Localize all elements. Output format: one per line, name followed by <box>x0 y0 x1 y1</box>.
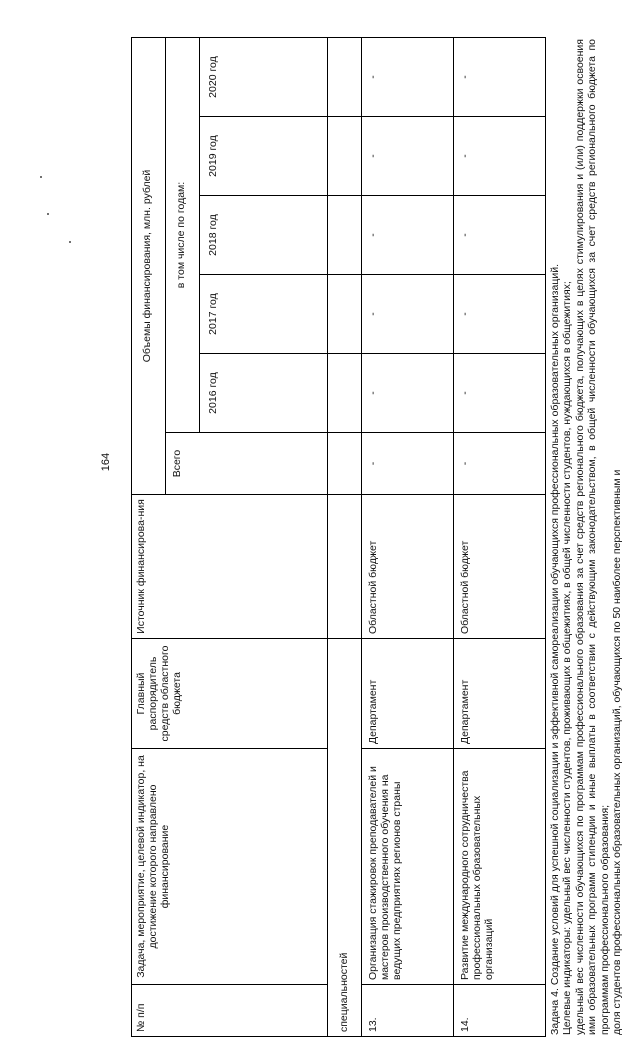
column-rule <box>165 432 545 433</box>
row-year-value: - <box>367 154 379 158</box>
header-year: 2020 год <box>207 56 219 98</box>
scan-speck <box>47 213 49 215</box>
row-year-value: - <box>367 233 379 237</box>
header-year: 2016 год <box>207 372 219 414</box>
row-activity-name: Организация стажировок преподавателей и мастеров производственного обучения на ведущих предприятиях регионов страны <box>367 766 403 980</box>
row-divider <box>361 37 362 1037</box>
table-border-bottom <box>545 37 546 1037</box>
row-year-value: - <box>367 75 379 79</box>
task4-indicator-3: доля студентов профессиональных образовательных организаций, обучающихся по 50 наиболее перспективным и <box>611 469 624 1035</box>
header-bottom-rule <box>327 37 328 1037</box>
header-volume: Объемы финансирования, млн. рублей <box>141 169 153 363</box>
task4-indicators: Целевые индикаторы: удельный вес численности студентов, проживающих в общежитиях, в общей численности студентов, нуждающихся в общежитиях; <box>561 281 574 1035</box>
header-distributor: Главный распорядитель средств областного бюджета <box>135 645 183 742</box>
row-distributor: Департамент <box>367 679 379 744</box>
header-year: 2017 год <box>207 293 219 335</box>
header-total: Всего <box>171 449 183 478</box>
table-frame <box>131 37 624 1037</box>
header-year: 2018 год <box>207 214 219 256</box>
continued-text: специальностей <box>338 952 350 1032</box>
row-distributor: Департамент <box>459 679 471 744</box>
row-year-value: - <box>459 75 471 79</box>
row-number: 14. <box>459 1017 471 1032</box>
rotated-page <box>131 37 624 1037</box>
page-number: 164 <box>100 452 112 472</box>
row-year-value: - <box>459 391 471 395</box>
column-rule <box>361 984 545 985</box>
volume-subheader-rule <box>165 37 166 495</box>
years-subheader-rule <box>199 37 200 433</box>
row-year-value: - <box>367 312 379 316</box>
row-year-value: - <box>459 154 471 158</box>
header-task: Задача, мероприятие, целевой индикатор, на достижение которого направлено финансирование <box>135 755 171 978</box>
task4-title: Задача 4. Создание условий для успешной социализации и эффективной самореализации обучающихся профессиональных образовательных организаций. <box>549 264 561 1035</box>
row-total: - <box>367 461 379 466</box>
row-year-value: - <box>367 391 379 395</box>
row-divider <box>453 37 454 1037</box>
row-year-value: - <box>459 312 471 316</box>
row-source: Областной бюджет <box>459 540 471 634</box>
scan-speck <box>69 241 71 243</box>
task4-indicator-2: удельный вес численности обучающихся по программам профессионального образования за счет средств регионального бюджета, получающих в целях стимулирования и (или) поддержки освоения ими образовательных программ стипендии и иные выплаты в соответствии с действующим законодательством, в общей численности обучающихся за счет средств регионального бюджета по программам профессионального образования; <box>573 39 611 1035</box>
row-year-value: - <box>459 233 471 237</box>
row-number: 13. <box>367 1017 379 1032</box>
row-total: - <box>459 461 471 466</box>
header-by-years: в том числе по годам: <box>175 181 187 289</box>
header-num: № п/п <box>135 1003 147 1032</box>
row-source: Областной бюджет <box>367 540 379 634</box>
scan-speck <box>40 176 42 178</box>
header-source: Источник финансирова-ния <box>135 499 147 634</box>
row-activity-name: Развитие международного сотрудничества профессиональных образовательных организаций <box>459 770 495 980</box>
header-year: 2019 год <box>207 135 219 177</box>
table-border-top <box>131 37 132 1037</box>
task4-block <box>549 39 623 1035</box>
